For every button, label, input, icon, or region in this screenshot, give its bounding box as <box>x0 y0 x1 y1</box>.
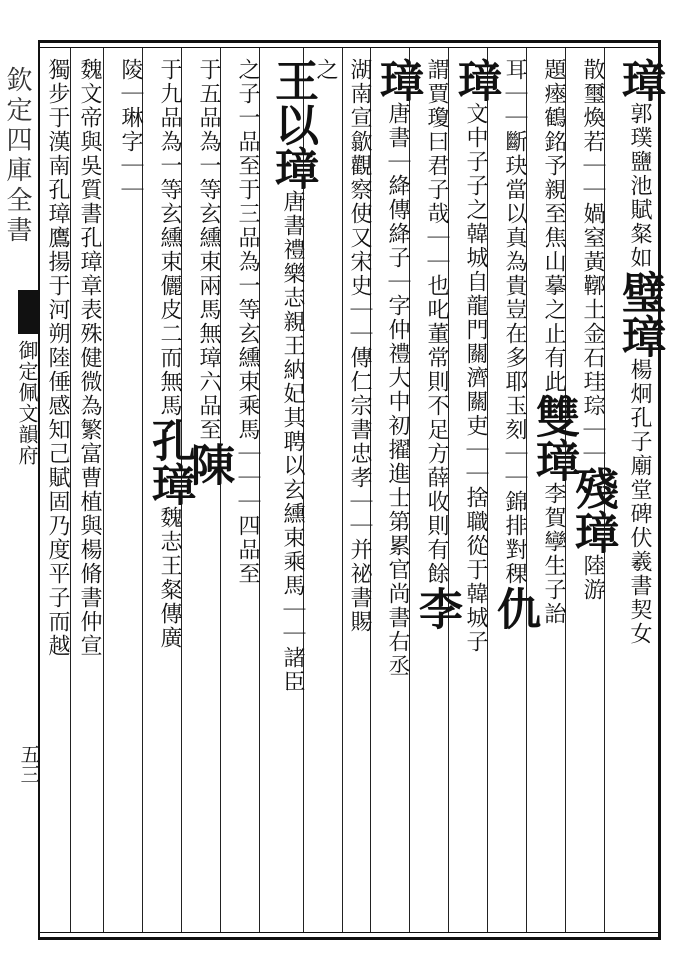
fishtail-mark <box>18 290 40 334</box>
bottom-border-rule <box>38 937 660 940</box>
headword: 璋 <box>528 438 579 482</box>
text-column <box>489 58 540 930</box>
headword: 璋 <box>614 314 665 358</box>
gutter-book-title: 御定佩文韻府 <box>15 340 39 466</box>
headword: 陳 <box>183 442 234 486</box>
text-column <box>372 58 423 930</box>
annotation-text: 陸游 <box>580 554 605 602</box>
text-column <box>450 58 501 930</box>
headword: 璋 <box>372 58 423 102</box>
text-column <box>567 58 618 930</box>
column-separator <box>342 48 343 932</box>
text-column <box>42 58 72 930</box>
text-column <box>107 58 145 930</box>
headword: 仇 <box>489 586 540 630</box>
headword: 璧 <box>614 270 665 314</box>
headword: 璋 <box>450 58 501 102</box>
annotation-text: 玉刻｜｜錦排對稞 <box>502 394 527 586</box>
annotation-text: 之子一品至于三品為一等玄纁束乘馬｜｜｜四品至 <box>235 58 260 586</box>
text-column <box>224 58 262 930</box>
annotation-text: 郭璞鹽池賦粲如 <box>627 102 652 270</box>
headword: 璋 <box>567 510 618 554</box>
gutter-title: 欽定四庫全書 <box>2 66 32 246</box>
text-column <box>344 58 374 930</box>
annotation-text: 于九品為一等玄纁束儷皮二而無馬 <box>157 58 182 418</box>
annotation-text: 文中子子之韓城自龍門關濟關吏｜｜捨職從于韓城子 <box>463 102 488 654</box>
text-column <box>263 58 318 930</box>
annotation-text: 獨步于漢南孔璋鷹揚于河朔陸倕感知己賦固乃度平子而越 <box>45 58 70 658</box>
text-column <box>411 58 462 930</box>
annotation-text: 散璽煥若｜｜ <box>580 58 605 202</box>
text-column <box>74 58 104 930</box>
headword: 李 <box>411 586 462 630</box>
annotation-text: 魏文帝與吳質書孔璋章表殊健微為繁富曹植與楊脩書仲宣 <box>77 58 102 658</box>
bottom-border-inner-rule <box>38 932 660 933</box>
annotation-text: 謂賈瓊曰君子哉｜｜也叱董常則不足方薛收則有餘 <box>424 58 449 586</box>
annotation-text: 李賀孿生子詒 <box>541 482 566 626</box>
headword: 王 <box>267 58 318 102</box>
headword: 璋 <box>267 146 318 190</box>
annotation-text: 于五品為一等玄纁束兩馬無璋六品至 <box>196 58 221 442</box>
text-column <box>528 58 579 930</box>
folio-number: 五三 <box>17 744 41 784</box>
headword: 孔 <box>144 418 195 462</box>
annotation-text: 楊炯孔子廟堂碑伏羲書契女 <box>627 358 652 646</box>
annotation-text: 湖南宣歙觀察使又宋史｜｜傳仁宗書忠孝｜｜并祕書賜 <box>347 58 372 634</box>
annotation-text: 唐書禮樂志親王納妃其聘以玄纁束乘馬｜｜諸臣 <box>280 190 305 694</box>
annotation-text: 媧窒黃鞹土金石珪琮｜｜ <box>580 202 605 466</box>
annotation-text: 陵｜琳字｜｜ <box>118 58 143 202</box>
top-border-rule <box>38 40 660 43</box>
annotation-text: 唐書｜絳傳絳子｜字仲禮大中初擢進士第累官尚書右丞 <box>385 102 410 678</box>
gutter-rule <box>38 40 40 940</box>
headword: 殘 <box>567 466 618 510</box>
headword: 璋 <box>144 462 195 506</box>
annotation-text: 耳｜｜斷玦當以真為貴豈在多耶 <box>502 58 527 394</box>
annotation-text: 魏志王粲傳廣 <box>157 506 182 650</box>
headword: 雙 <box>528 394 579 438</box>
top-border-inner-rule <box>38 47 660 48</box>
headword: 以 <box>267 102 318 146</box>
headword: 璋 <box>614 58 665 102</box>
text-column <box>144 58 195 930</box>
annotation-text: 之 <box>313 58 338 82</box>
annotation-text: 題瘞鶴銘予親至焦山摹之止有此 <box>541 58 566 394</box>
right-border-rule <box>658 40 661 940</box>
